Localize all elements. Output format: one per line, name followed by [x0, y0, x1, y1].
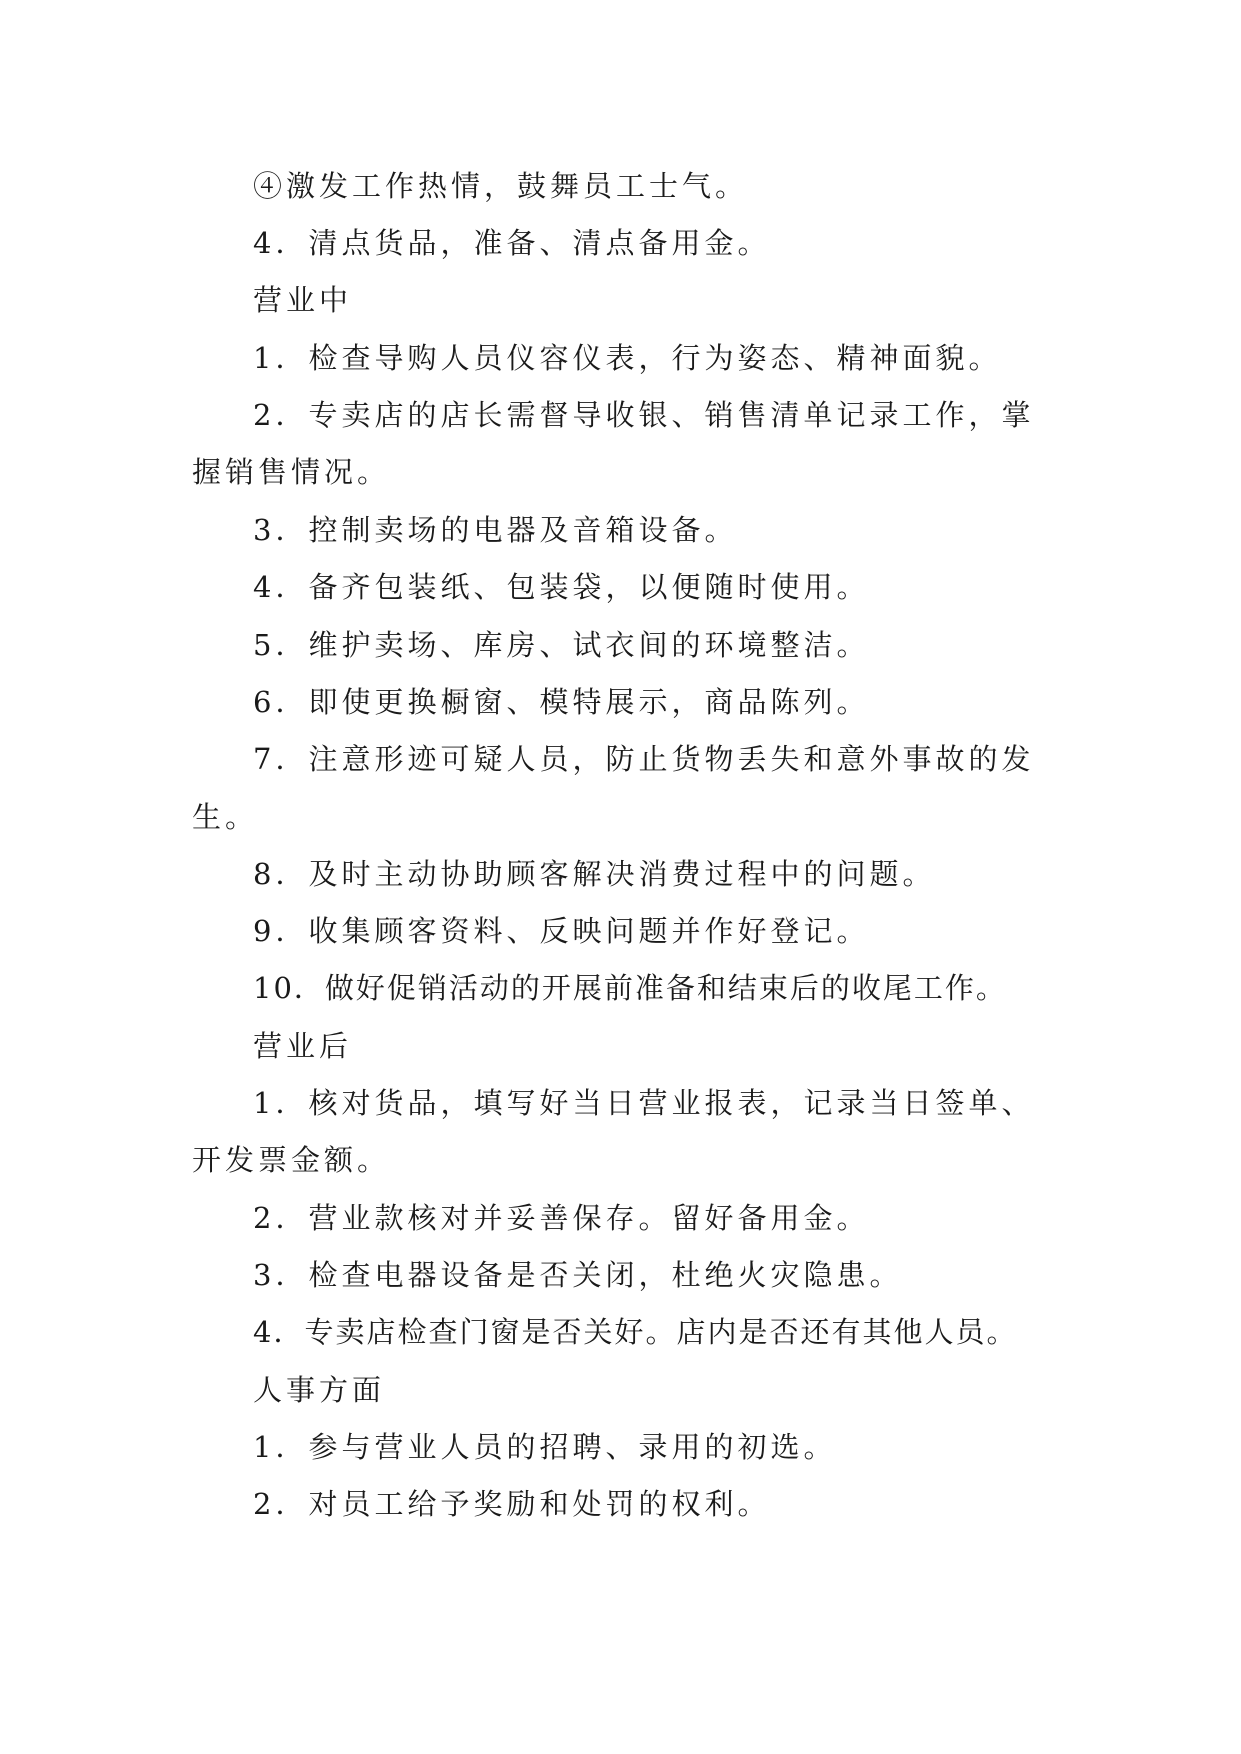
section-heading: 人事方面: [253, 1373, 386, 1407]
paragraph-line: 7．注意形迹可疑人员，防止货物丢失和意外事故的发: [253, 742, 1035, 776]
paragraph-line: 5．维护卖场、库房、试衣间的环境整洁。: [253, 628, 870, 662]
paragraph-line: 1．参与营业人员的招聘、录用的初选。: [253, 1430, 837, 1464]
paragraph-line: 2．对员工给予奖励和处罚的权利。: [253, 1487, 771, 1521]
paragraph-line: 4．清点货品，准备、清点备用金。: [253, 226, 771, 260]
section-heading: 营业后: [253, 1029, 353, 1063]
paragraph-line: 9．收集顾客资料、反映问题并作好登记。: [253, 914, 870, 948]
paragraph-line: ④激发工作热情，鼓舞员工士气。: [253, 169, 749, 203]
paragraph-line: 8．及时主动协助顾客解决消费过程中的问题。: [253, 857, 936, 891]
paragraph-line: 4．备齐包装纸、包装袋，以便随时使用。: [253, 570, 870, 604]
paragraph-line: 生。: [192, 800, 259, 834]
paragraph-line: 握销售情况。: [192, 455, 391, 489]
paragraph-line: 2．营业款核对并妥善保存。留好备用金。: [253, 1201, 870, 1235]
paragraph-line: 3．控制卖场的电器及音箱设备。: [253, 513, 738, 547]
paragraph-line: 1．核对货品，填写好当日营业报表，记录当日签单、: [253, 1086, 1035, 1120]
paragraph-line: 2．专卖店的店长需督导收银、销售清单记录工作，掌: [253, 398, 1035, 432]
paragraph-line: 开发票金额。: [192, 1143, 391, 1177]
section-heading: 营业中: [253, 283, 353, 317]
paragraph-line: 6．即使更换橱窗、模特展示，商品陈列。: [253, 685, 870, 719]
paragraph-line: 10．做好促销活动的开展前准备和结束后的收尾工作。: [253, 971, 1007, 1005]
paragraph-line: 1．检查导购人员仪容仪表，行为姿态、精神面貌。: [253, 341, 1002, 375]
paragraph-line: 3．检查电器设备是否关闭，杜绝火灾隐患。: [253, 1258, 903, 1292]
paragraph-line: 4．专卖店检查门窗是否关好。店内是否还有其他人员。: [253, 1315, 1018, 1349]
